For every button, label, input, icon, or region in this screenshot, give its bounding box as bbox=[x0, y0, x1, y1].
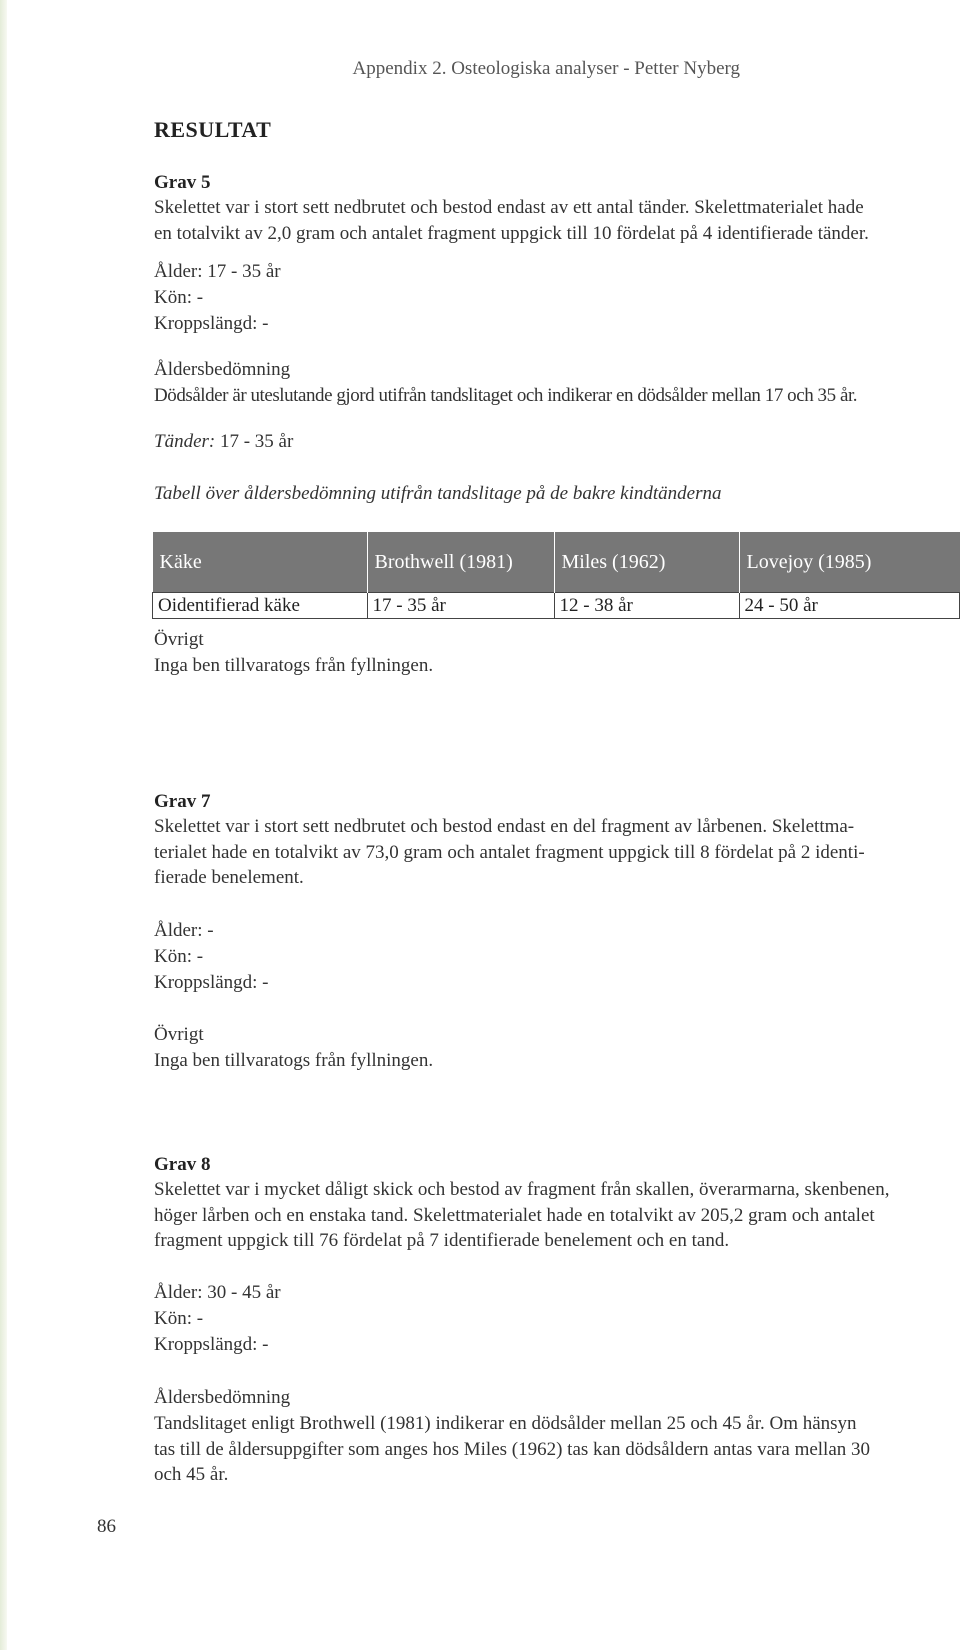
grav7-facts bbox=[154, 918, 934, 996]
grav8-age-text-line: Tandslitaget enligt Brothwell (1981) indikerar en dödsålder mellan 25 och 45 år. Om hänsyn bbox=[154, 1413, 857, 1434]
grav5-teeth-value: 17 - 35 år bbox=[215, 431, 294, 452]
grav7-title: Grav 7 bbox=[154, 791, 211, 812]
grav5-teeth-label: Tänder: bbox=[154, 431, 216, 452]
grav8-facts bbox=[154, 1280, 934, 1358]
grav5-title: Grav 5 bbox=[154, 172, 211, 193]
grav5-other-text: Inga ben tillvaratogs från fyllningen. bbox=[154, 655, 434, 676]
main-heading: RESULTAT bbox=[154, 117, 272, 142]
grav5-description-line: Skelettet var i stort sett nedbrutet och bestod endast av ett antal tänder. Skelettmaterialet hade bbox=[154, 197, 864, 218]
grav8-age-text-line: och 45 år. bbox=[154, 1464, 229, 1485]
grav7-other bbox=[154, 1022, 934, 1074]
table-header-cell: Brothwell (1981) bbox=[367, 532, 554, 593]
grav5-age: Ålder: 17 - 35 år bbox=[154, 261, 281, 282]
grav8-age: Ålder: 30 - 45 år bbox=[154, 1282, 281, 1303]
age-estimation-table bbox=[152, 532, 960, 619]
grav5-other bbox=[154, 627, 934, 679]
grav5-facts bbox=[154, 259, 934, 337]
grav7-sex: Kön: - bbox=[154, 946, 204, 967]
grav5-age-heading: Åldersbedömning bbox=[154, 359, 291, 380]
grav8-height: Kroppslängd: - bbox=[154, 1334, 269, 1355]
table-cell: Oidentifierad käke bbox=[153, 593, 368, 619]
table-row bbox=[153, 593, 960, 619]
grav8-age-text-line: tas till de åldersuppgifter som anges hos Miles (1962) tas kan dödsåldern antas vara mellan 30 bbox=[154, 1438, 871, 1460]
table-caption: Tabell över åldersbedömning utifrån tandslitage på de bakre kindtänderna bbox=[154, 483, 722, 504]
grav7-other-text: Inga ben tillvaratogs från fyllningen. bbox=[154, 1050, 434, 1071]
grav5-teeth bbox=[154, 429, 934, 455]
grav7-section bbox=[154, 789, 934, 891]
table-header-cell: Käke bbox=[153, 532, 368, 593]
grav7-other-heading: Övrigt bbox=[154, 1024, 204, 1045]
table-cell: 24 - 50 år bbox=[739, 593, 960, 619]
grav5-other-heading: Övrigt bbox=[154, 629, 204, 650]
grav5-section bbox=[154, 170, 934, 246]
grav8-age-assessment bbox=[154, 1385, 934, 1488]
grav5-age-assessment bbox=[154, 357, 934, 409]
grav8-title: Grav 8 bbox=[154, 1154, 211, 1175]
grav7-description-line: Skelettet var i stort sett nedbrutet och bestod endast en del fragment av lårbenen. Skelettma- bbox=[154, 816, 855, 837]
grav5-description-line: en totalvikt av 2,0 gram och antalet fragment uppgick till 10 fördelat på 4 identifierade tänder. bbox=[154, 222, 869, 244]
running-head: Appendix 2. Osteologiska analyser - Petter Nyberg bbox=[352, 58, 740, 79]
grav8-description-line: höger lårben och en enstaka tand. Skelettmaterialet hade en totalvikt av 205,2 gram och antalet bbox=[154, 1204, 875, 1226]
grav5-height: Kroppslängd: - bbox=[154, 313, 269, 334]
table-header-cell: Lovejoy (1985) bbox=[739, 532, 960, 593]
page-edge bbox=[0, 0, 7, 1650]
grav5-sex: Kön: - bbox=[154, 287, 204, 308]
grav8-age-heading: Åldersbedömning bbox=[154, 1387, 291, 1408]
grav8-sex: Kön: - bbox=[154, 1308, 204, 1329]
grav8-description-line: Skelettet var i mycket dåligt skick och bestod av fragment från skallen, överarmarna, skenbenen, bbox=[154, 1179, 890, 1200]
grav5-table-caption bbox=[154, 481, 934, 507]
grav7-description-line: terialet hade en totalvikt av 73,0 gram och antalet fragment uppgick till 8 fördelat på 2 identi- bbox=[154, 841, 865, 863]
grav7-description-line: fierade benelement. bbox=[154, 867, 304, 888]
page-number: 86 bbox=[97, 1516, 116, 1537]
grav5-age-text: Dödsålder är uteslutande gjord utifrån tandslitaget och indikerar en dödsålder mellan 17 och 35 år. bbox=[154, 385, 858, 406]
grav7-age: Ålder: - bbox=[154, 920, 214, 941]
table-header-cell: Miles (1962) bbox=[554, 532, 739, 593]
table-cell: 17 - 35 år bbox=[367, 593, 554, 619]
table-cell: 12 - 38 år bbox=[554, 593, 739, 619]
grav8-section bbox=[154, 1152, 934, 1254]
table-header-row bbox=[153, 532, 960, 593]
grav8-description-line: fragment uppgick till 76 fördelat på 7 identifierade benelement och en tand. bbox=[154, 1230, 730, 1251]
grav7-height: Kroppslängd: - bbox=[154, 972, 269, 993]
